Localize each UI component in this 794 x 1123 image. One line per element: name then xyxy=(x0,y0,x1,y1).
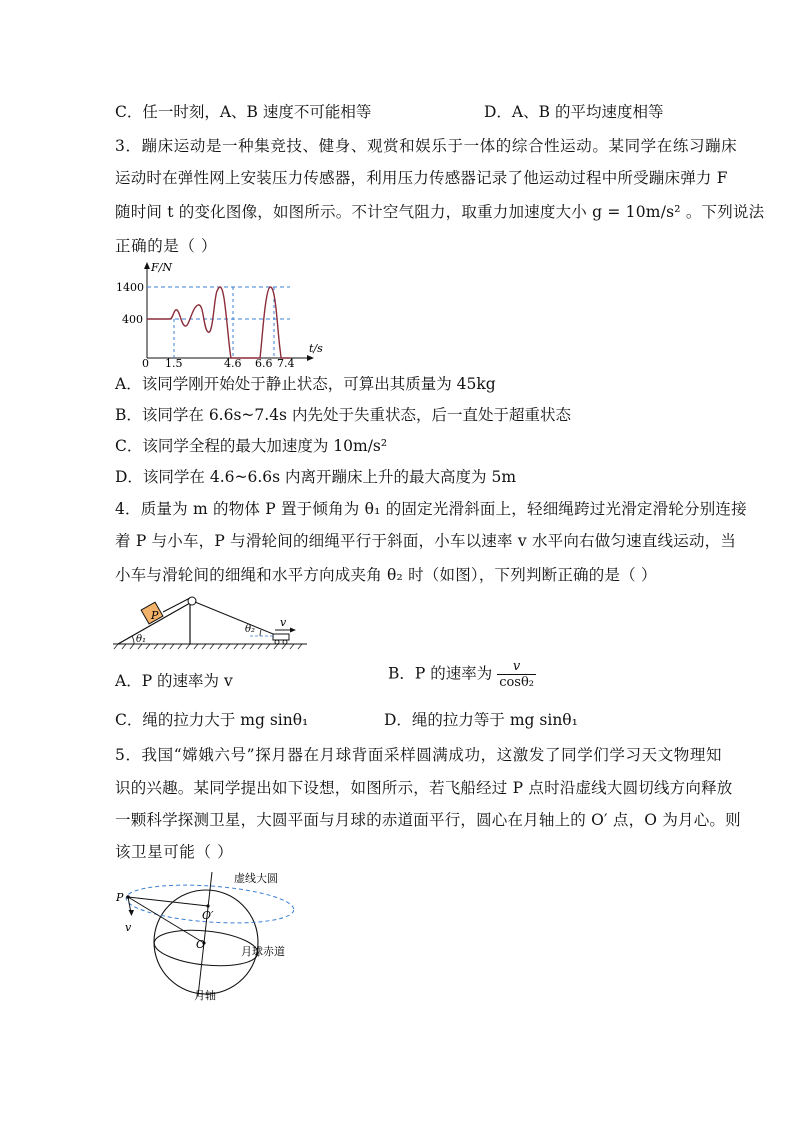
q3-option-d: D．该同学在 4.6~6.6s 内离开蹦床上升的最大高度为 5m xyxy=(115,468,517,486)
q3-option-b: B．该同学在 6.6s~7.4s 内先处于失重状态，后一直处于超重状态 xyxy=(115,406,571,424)
rope-to-car xyxy=(195,602,278,636)
y-axis-arrow xyxy=(144,262,150,269)
x-tick-0: 0 xyxy=(142,357,149,368)
q2-option-d: D．A、B 的平均速度相等 xyxy=(484,103,664,121)
theta1-arc xyxy=(132,636,134,644)
q4-option-b-prefix: B．P 的速率为 xyxy=(388,664,493,683)
q4-option-b-fraction xyxy=(497,659,536,690)
point-o-prime xyxy=(206,904,209,907)
q3-option-a: A．该同学刚开始处于静止状态，可算出其质量为 45kg xyxy=(115,375,496,393)
y-tick-1400: 1400 xyxy=(116,281,144,294)
force-curve xyxy=(147,287,290,358)
q5-stem-line3: 一颗科学探测卫星，大圆平面与月球的赤道面平行，圆心在月轴上的 O′ 点，O 为月心。则 xyxy=(115,811,741,829)
label-axis: 月轴 xyxy=(194,989,216,1002)
q3-force-time-graph xyxy=(110,258,335,368)
label-o-prime: O′ xyxy=(202,909,214,922)
label-v: v xyxy=(125,921,132,934)
label-big-circle: 虚线大圆 xyxy=(234,872,278,885)
q4-option-c: C．绳的拉力大于 mg sinθ₁ xyxy=(115,711,309,729)
q3-stem-line1: 3．蹦床运动是一种集竞技、健身、观赏和娱乐于一体的综合性运动。某同学在练习蹦床 xyxy=(115,137,738,155)
car-body xyxy=(273,634,289,640)
x-axis-label: t/s xyxy=(309,342,323,355)
label-equator: 月球赤道 xyxy=(241,945,285,958)
q4-incline-pulley-figure xyxy=(110,590,310,652)
q4-option-d: D．绳的拉力等于 mg sinθ₁ xyxy=(384,711,578,729)
x-tick-1.5: 1.5 xyxy=(165,357,183,368)
q5-stem-line1: 5．我国“嫦娥六号”探月器在月球背面采样圆满成功，这激发了同学们学习天文物理知 xyxy=(115,746,723,764)
block-label: P xyxy=(151,609,159,622)
q3-stem-line4: 正确的是（ ） xyxy=(115,237,218,255)
q4-stem-line1: 4．质量为 m 的物体 P 置于倾角为 θ₁ 的固定光滑斜面上，轻细绳跨过光滑定滑轮分别连接 xyxy=(115,500,747,518)
q3-stem-line3: 随时间 t 的变化图像，如图所示。不计空气阻力，取重力加速度大小 g = 10m/s² 。下列说法 xyxy=(115,203,765,221)
q3-option-c: C．该同学全程的最大加速度为 10m/s² xyxy=(115,437,388,455)
q4-stem-line2: 着 P 与小车，P 与滑轮间的细绳平行于斜面，小车以速率 v 水平向右做匀速直线运动，当 xyxy=(115,532,737,550)
car-wheel-right xyxy=(283,640,287,644)
q5-moon-figure xyxy=(108,868,298,1004)
fraction-denominator: cosθ₂ xyxy=(499,675,535,690)
q4-option-b xyxy=(388,659,536,690)
label-p: P xyxy=(116,891,124,904)
fraction-numerator: v xyxy=(497,659,536,675)
y-tick-400: 400 xyxy=(122,313,143,326)
q5-stem-line4: 该卫星可能（ ） xyxy=(115,843,234,861)
x-axis-arrow xyxy=(307,355,314,361)
x-tick-6.6: 6.6 xyxy=(255,357,273,368)
theta2-label: θ₂ xyxy=(245,624,256,635)
velocity-label: v xyxy=(280,616,287,629)
y-axis-label: F/N xyxy=(151,261,172,274)
label-o: O xyxy=(196,938,206,951)
q5-stem-line2: 识的兴趣。某同学提出如下设想，如图所示，若飞船经过 P 点时沿虚线大圆切线方向释放 xyxy=(115,779,733,797)
x-tick-4.6: 4.6 xyxy=(224,357,242,368)
q3-stem-line2: 运动时在弹性网上安装压力传感器，利用压力传感器记录了他运动过程中所受蹦床弹力 F xyxy=(115,169,728,187)
car-wheel-left xyxy=(275,640,279,644)
q4-option-a: A．P 的速率为 v xyxy=(115,672,233,690)
theta2-arc xyxy=(260,630,261,636)
q4-stem-line3: 小车与滑轮间的细绳和水平方向成夹角 θ₂ 时（如图），下列判断正确的是（ ） xyxy=(115,566,657,584)
x-tick-7.4: 7.4 xyxy=(277,357,295,368)
theta1-label: θ₁ xyxy=(136,634,147,645)
q2-option-c: C．任一时刻，A、B 速度不可能相等 xyxy=(115,103,372,121)
